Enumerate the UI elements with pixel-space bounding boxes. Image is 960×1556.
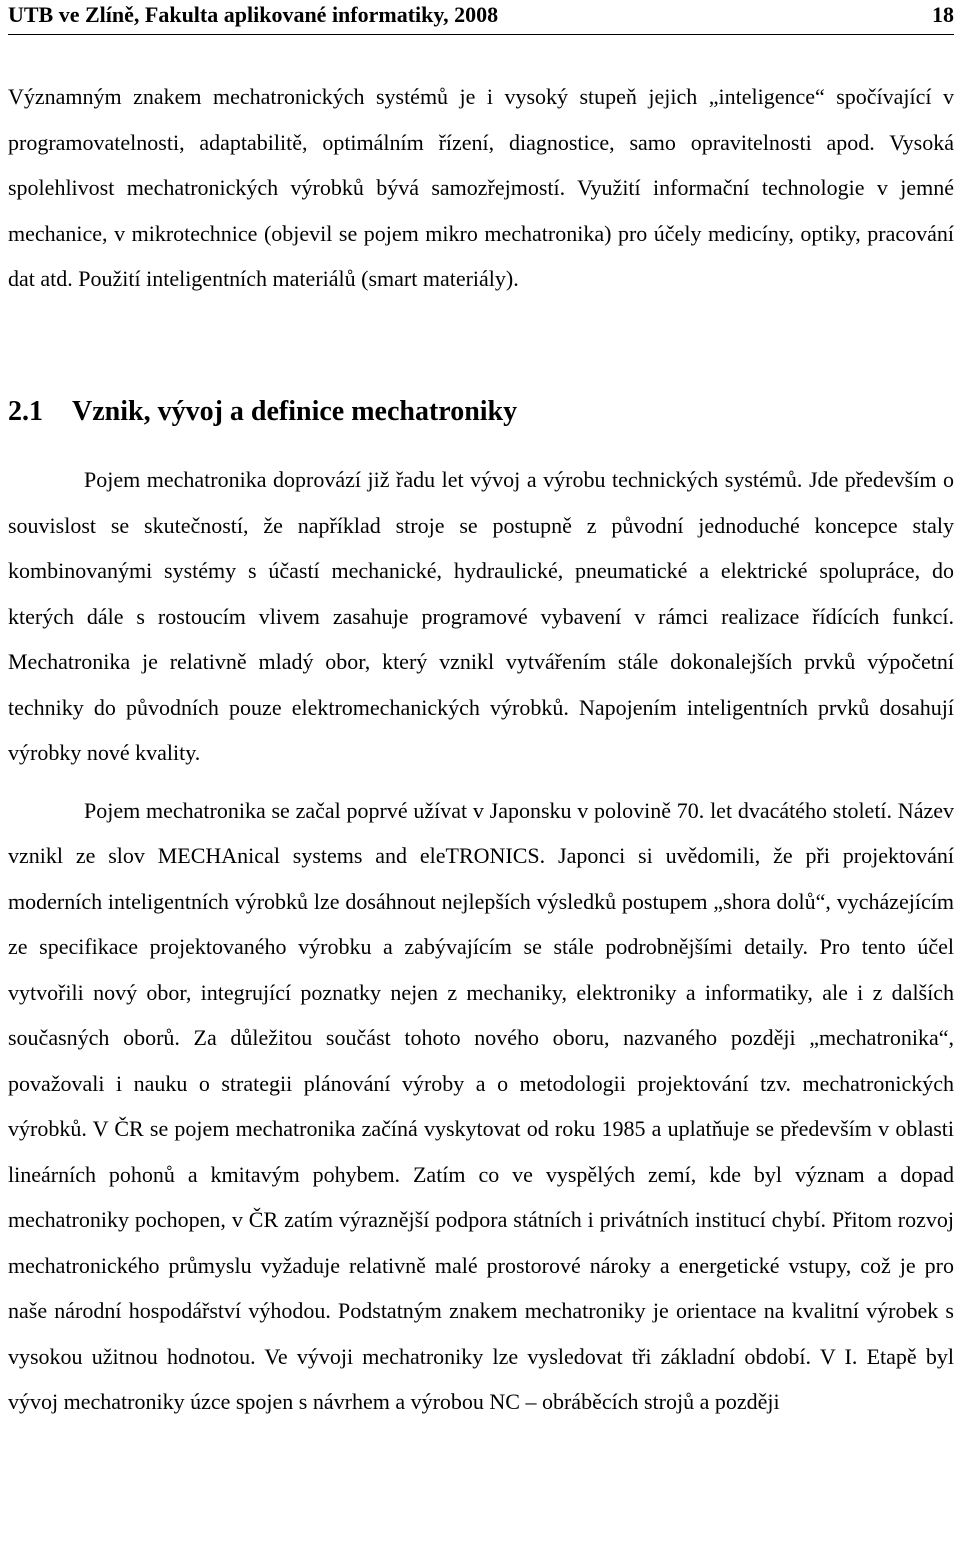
section-heading	[8, 390, 954, 434]
paragraph-1: Pojem mechatronika doprovází již řadu let vývoj a výrobu technických systémů. Jde především o souvislost se skutečností, že například stroje se postupně z původní jednoduché koncepce staly kombinovanými systémy s účastí mechanické, hydraulické, pneumatické a elektrické spolupráce, do kterých dále s rostoucím vlivem zasahuje programové vybavení v rámci realizace řídících funkcí. Mechatronika je relativně mladý obor, který vznikl vytvářením stále dokonalejších prvků výpočetní techniky do původních pouze elektromechanických výrobků. Napojením inteligentních prvků dosahují výrobky nové kvality.	[8, 467, 954, 765]
page-header	[8, 0, 954, 35]
section-body	[8, 457, 954, 1425]
section-number: 2.1	[8, 396, 43, 427]
section-title: Vznik, vývoj a definice mechatroniky	[72, 396, 518, 427]
paragraph-2: Pojem mechatronika se začal poprvé užívat v Japonsku v polovině 70. let dvacátého století. Název vznikl ze slov MECHAnical systems and eleTRONICS. Japonci si uvědomili, že při projektování moderních inteligentních výrobků lze dosáhnout nejlepších výsledků postupem „shora dolů“, vycházejícím ze specifikace projektovaného výrobku a zabývajícím se stále podrobnějšími detaily. Pro tento účel vytvořili nový obor, integrující poznatky nejen z mechaniky, elektroniky a informatiky, ale i z dalších současných oborů. Za důležitou součást tohoto nového oboru, nazvaného později „mechatronika“, považovali i nauku o strategii plánování výroby a o metodologii projektování tzv. mechatronických výrobků. V ČR se pojem mechatronika začíná vyskytovat od roku 1985 a uplatňuje se především v oblasti lineárních pohonů a kmitavým pohybem. Zatím co ve vyspělých zemí, kde byl význam a dopad mechatroniky pochopen, v ČR zatím výraznější podpora státních i privátních institucí chybí. Přitom rozvoj mechatronického průmyslu vyžaduje relativně malé prostorové nároky a energetické vstupy, což je pro naše národní hospodářství výhodou. Podstatným znakem mechatroniky je orientace na kvalitní výrobek s vysokou užitnou hodnotou. Ve vývoji mechatroniky lze vysledovat tři základní období. V I. Etapě byl vývoj mechatroniky úzce spojen s návrhem a výrobou NC – obráběcích strojů a později	[8, 797, 954, 1414]
intro-section	[8, 74, 954, 302]
page-number: 18	[932, 2, 954, 27]
intro-paragraph: Významným znakem mechatronických systémů je i vysoký stupeň jejich „inteligence“ spočívající v programovatelnosti, adaptabilitě, optimálním řízení, diagnostice, samo opravitelnosti apod. Vysoká spolehlivost mechatronických výrobků bývá samozřejmostí. Využití informační technologie v jemné mechanice, v mikrotechnice (objevil se pojem mikro mechatronika) pro účely medicíny, optiky, pracování dat atd. Použití inteligentních materiálů (smart materiály).	[8, 84, 954, 291]
header-title: UTB ve Zlíně, Fakulta aplikované informatiky, 2008	[8, 2, 499, 27]
